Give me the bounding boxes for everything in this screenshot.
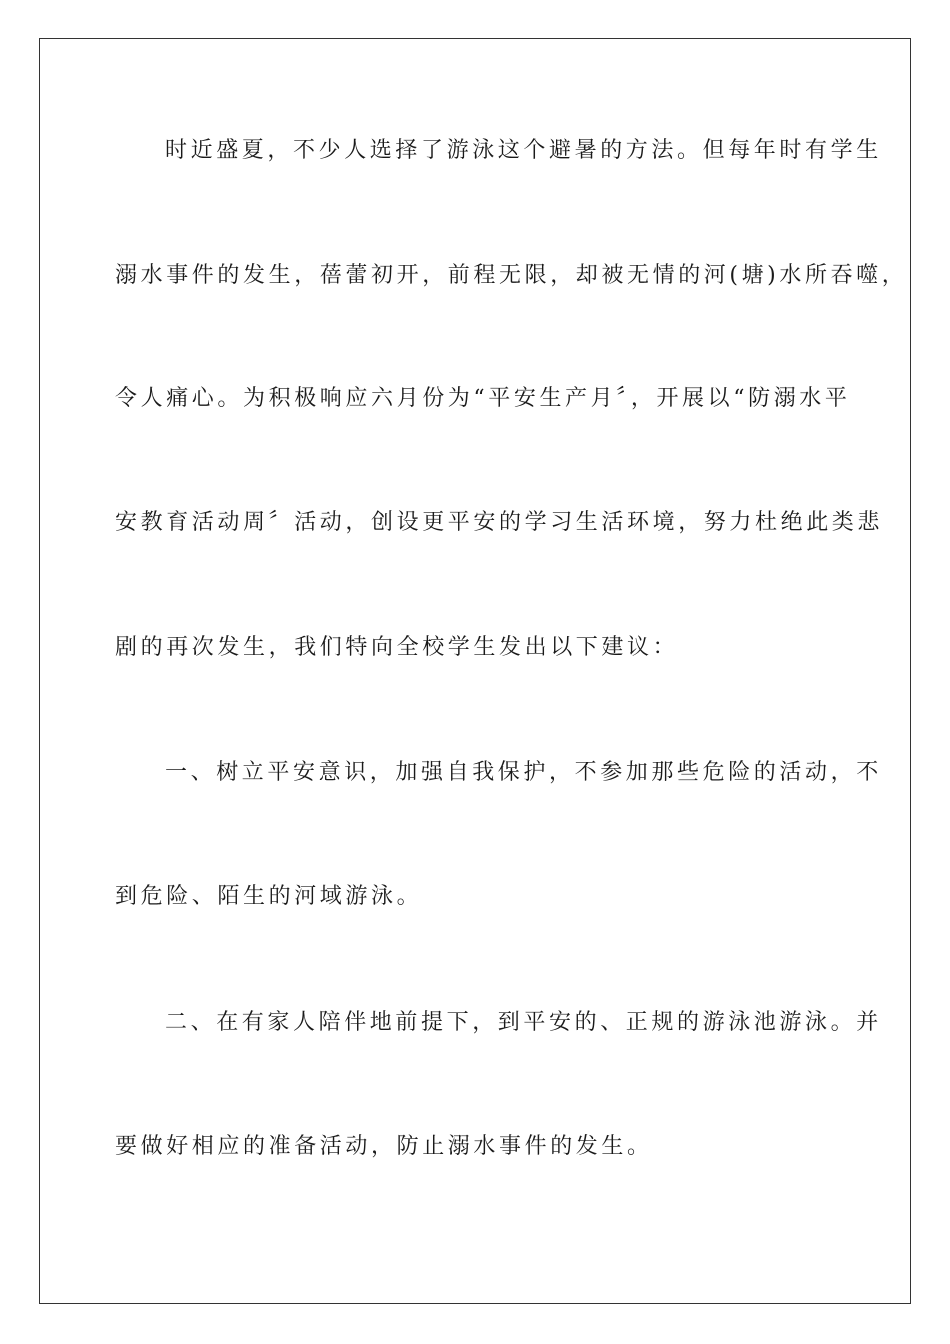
paragraph-1-line-4: 安教育活动周〞活动，创设更平安的学习生活环境，努力杜绝此类悲 [115,510,884,535]
paragraph-1-line-1: 时近盛夏，不少人选择了游泳这个避暑的方法。但每年时有学生 [165,138,882,163]
paragraph-2-line-1: 一、树立平安意识，加强自我保护，不参加那些危险的活动，不 [165,760,882,785]
paragraph-3-line-2: 要做好相应的准备活动，防止溺水事件的发生。 [115,1134,653,1159]
page-border [39,38,911,1304]
paragraph-1-line-2: 溺水事件的发生，蓓蕾初开，前程无限，却被无情的河(塘)水所吞噬， [115,263,908,288]
paragraph-1-line-5: 剧的再次发生，我们特向全校学生发出以下建议： [115,635,679,660]
paragraph-1-line-3: 令人痛心。为积极响应六月份为“平安生产月〞，开展以“防溺水平 [115,386,851,411]
paragraph-3-line-1: 二、在有家人陪伴地前提下，到平安的、正规的游泳池游泳。并 [165,1010,882,1035]
paragraph-2-line-2: 到危险、陌生的河域游泳。 [115,884,423,909]
